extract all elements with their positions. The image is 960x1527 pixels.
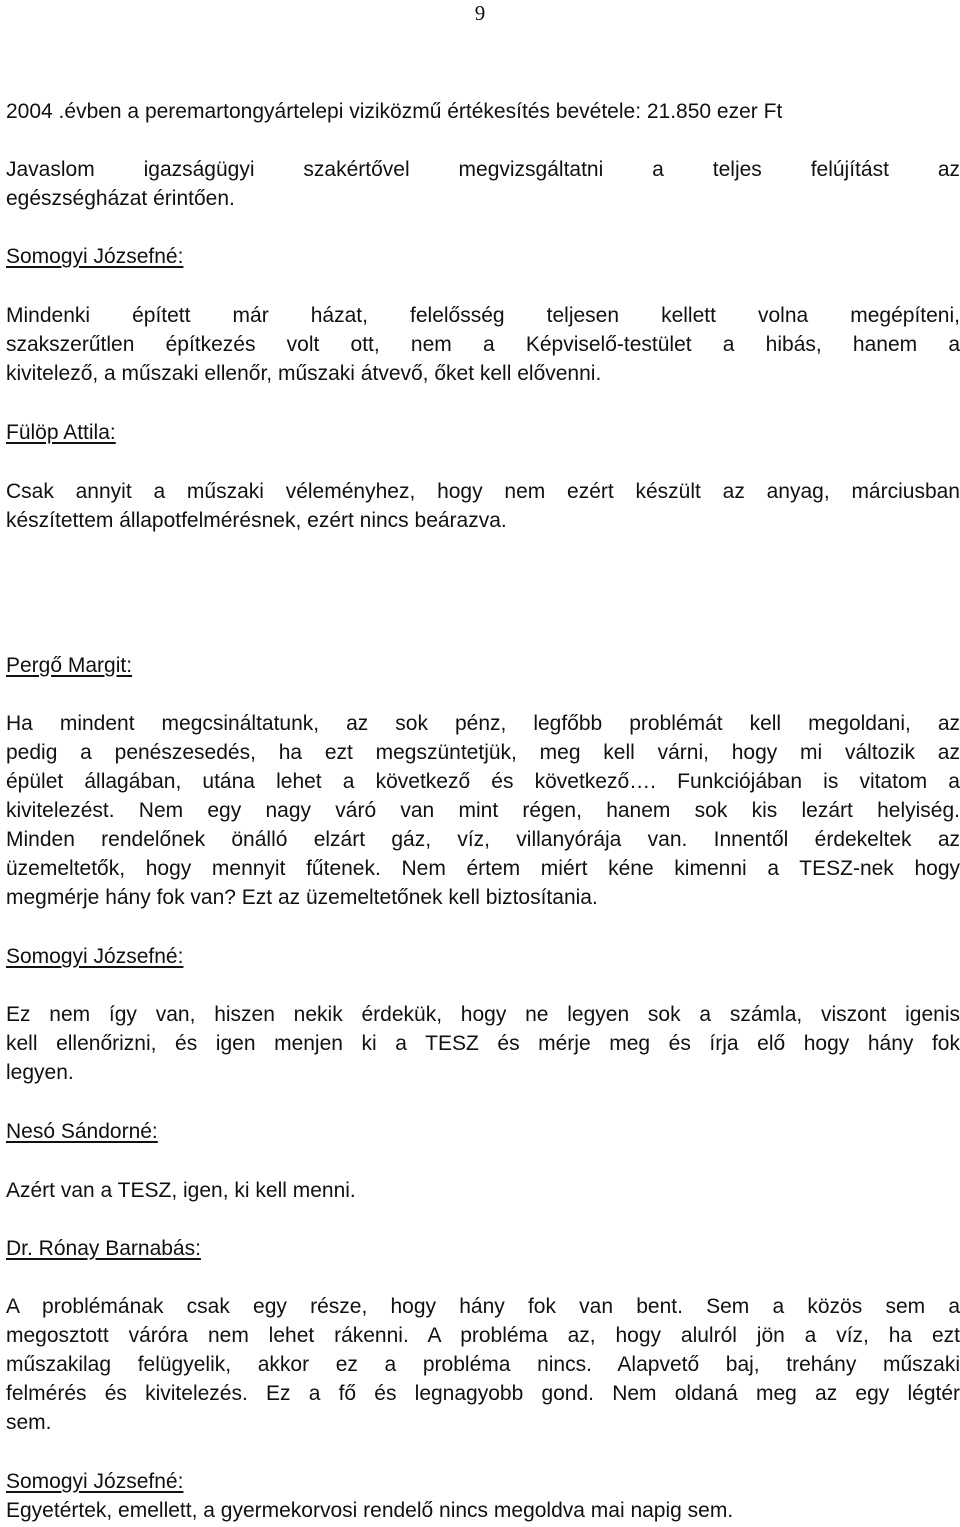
speaker-heading [6, 1467, 960, 1496]
text-line: Csak annyit a műszaki véleményhez, hogy nem ezért készült az anyag, márciusban [6, 480, 960, 503]
paragraph [6, 1496, 960, 1525]
text-line: készítettem állapotfelmérésnek, ezért nincs beárazva. [6, 509, 507, 532]
text-line: szakszerűtlen építkezés volt ott, nem a Képviselő-testület a hibás, hanem a [6, 333, 960, 356]
speaker-heading [6, 1234, 960, 1263]
text-line: A problémának csak egy része, hogy hány fok van bent. Sem a közös sem a [6, 1295, 960, 1318]
speaker-name: Somogyi Józsefné: [6, 945, 184, 968]
text-line: sem. [6, 1411, 52, 1434]
text-line: megmérje hány fok van? Ezt az üzemeltetőnek kell biztosítania. [6, 886, 598, 909]
speaker-name: Pergő Margit: [6, 654, 133, 677]
text-line: Ha mindent megcsináltatunk, az sok pénz, legfőbb problémát kell megoldani, az [6, 712, 960, 735]
speaker-name: Fülöp Attila: [6, 421, 116, 444]
text-line: kivitelezést. Nem egy nagy váró van mint régen, hanem sok kis lezárt helyiség. [6, 799, 960, 822]
text-line: legyen. [6, 1061, 74, 1084]
paragraph [6, 1176, 960, 1205]
text-line: pedig a penészesedés, ha ezt megszüntetjük, meg kell várni, hogy mi változik az [6, 741, 960, 764]
speaker-heading [6, 242, 960, 271]
speaker-name: Dr. Rónay Barnabás: [6, 1237, 201, 1260]
speaker-name: Nesó Sándorné: [6, 1120, 158, 1143]
text-line: megosztott váróra nem lehet rákenni. A probléma az, hogy alulról jön a víz, ha ezt [6, 1324, 960, 1347]
text-line: felmérés és kivitelezés. Ez a fő és legnagyobb gond. Nem oldaná meg az egy légtér [6, 1382, 960, 1405]
text-line: Minden rendelőnek önálló elzárt gáz, víz, villanyórája van. Innentől érdekeltek az [6, 828, 960, 851]
speaker-name: Somogyi Józsefné: [6, 245, 184, 268]
text-line: Javaslom igazságügyi szakértővel megvizsgáltatni a teljes felújítást az [6, 158, 960, 181]
text-line: egészségházat érintően. [6, 187, 235, 210]
speaker-heading [6, 418, 960, 447]
text-line: üzemeltetők, hogy mennyit fűtenek. Nem értem miért kéne kimenni a TESZ-nek hogy [6, 857, 960, 880]
paragraph [6, 1000, 960, 1087]
text-line: Azért van a TESZ, igen, ki kell menni. [6, 1179, 356, 1202]
speaker-heading [6, 1117, 960, 1146]
text-line: Ez nem így van, hiszen nekik érdekük, hogy ne legyen sok a számla, viszont igenis [6, 1003, 960, 1026]
paragraph [6, 155, 960, 213]
paragraph [6, 709, 960, 912]
paragraph [6, 97, 960, 126]
text-line: Egyetértek, emellett, a gyermekorvosi rendelő nincs megoldva mai napig sem. [6, 1499, 734, 1522]
text-line: kivitelező, a műszaki ellenőr, műszaki átvevő, őket kell elővenni. [6, 362, 602, 385]
text-line: műszakilag felügyelik, akkor ez a probléma nincs. Alapvető baj, trehány műszaki [6, 1353, 960, 1376]
speaker-name: Somogyi Józsefné: [6, 1470, 184, 1493]
paragraph [6, 301, 960, 388]
paragraph [6, 1292, 960, 1437]
page-number: 9 [474, 1, 486, 25]
text-line: kell ellenőrizni, és igen menjen ki a TESZ és mérje meg és írja elő hogy hány fok [6, 1032, 960, 1055]
text-line: 2004 .évben a peremartongyártelepi viziközmű értékesítés bevétele: 21.850 ezer Ft [6, 100, 783, 123]
speaker-heading [6, 942, 960, 971]
text-line: épület állagában, utána lehet a következő és következő…. Funkciójában is vitatom a [6, 770, 960, 793]
speaker-heading [6, 651, 960, 680]
paragraph [6, 477, 960, 535]
text-line: Mindenki épített már házat, felelősség teljesen kellett volna megépíteni, [6, 304, 960, 327]
